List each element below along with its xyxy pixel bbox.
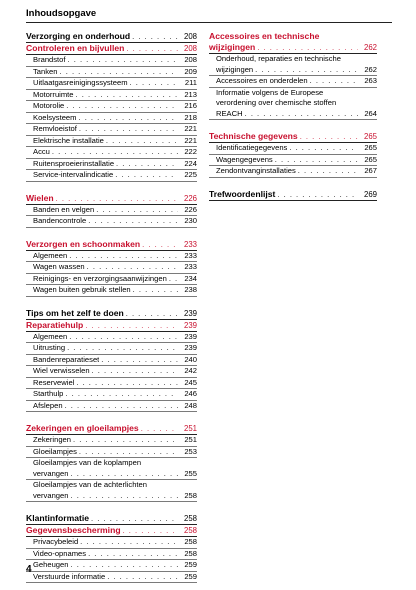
- heading-title: Trefwoordenlijst: [209, 188, 276, 199]
- toc-entry[interactable]: [209, 166, 377, 178]
- toc-heading[interactable]: [26, 239, 197, 251]
- entry-page: 213: [184, 89, 197, 99]
- toc-right-column: [209, 31, 377, 201]
- heading-title: Controleren en bijvullen: [26, 43, 125, 53]
- toc-entry[interactable]: [26, 401, 197, 413]
- toc-section: [26, 320, 197, 413]
- entry-label-cont: vervangen: [33, 468, 69, 478]
- heading-page: 239: [183, 320, 197, 330]
- toc-entry[interactable]: [26, 67, 197, 79]
- entry-page: 233: [184, 262, 197, 271]
- entry-page: 221: [184, 124, 197, 133]
- entry-page: 222: [184, 147, 197, 156]
- entry-page: 259: [184, 560, 197, 569]
- entry-label: Algemeen: [33, 331, 68, 341]
- entry-page: 242: [184, 366, 197, 375]
- entry-label-cont: verordening over chemische stoffen: [216, 98, 337, 107]
- heading-page: 258: [183, 526, 197, 535]
- toc-heading[interactable]: [26, 525, 197, 537]
- entry-page: 211: [184, 78, 197, 87]
- heading-page: 265: [363, 132, 377, 141]
- entry-label: Reservewiel: [33, 377, 75, 387]
- toc-section: [26, 43, 197, 182]
- entry-label-cont: wijzigingen: [216, 64, 254, 74]
- entry-label: Wagen buiten gebruik stellen: [33, 285, 131, 294]
- toc-section: [26, 239, 197, 297]
- entry-page: 240: [184, 354, 197, 364]
- entry-label: Wagengegevens: [216, 154, 273, 164]
- entry-page: 234: [184, 273, 197, 283]
- toc-entry[interactable]: [26, 549, 197, 561]
- entry-label: Gloeilampjes van de koplampen: [33, 458, 142, 467]
- toc-entry[interactable]: [26, 389, 197, 401]
- toc-entry[interactable]: [26, 378, 197, 390]
- entry-page: 253: [184, 446, 197, 456]
- entry-page: 259: [184, 571, 197, 581]
- toc-entry[interactable]: [26, 170, 197, 182]
- toc-entry[interactable]: [209, 143, 377, 155]
- entry-label: Gloeilampjes van de achterlichten: [33, 480, 147, 489]
- toc-heading[interactable]: [209, 31, 377, 54]
- entry-label: Ruitensproeierinstallatie: [33, 158, 115, 168]
- entry-label: Gloeilampjes: [33, 446, 77, 456]
- entry-label: Video-opnames: [33, 548, 87, 558]
- heading-page: 258: [183, 514, 197, 523]
- entry-page: 208: [184, 55, 197, 64]
- entry-label: Tanken: [33, 66, 58, 76]
- entry-label: Zendontvanginstallaties: [216, 166, 296, 175]
- heading-title: Klantinformatie: [26, 513, 90, 523]
- toc-entry[interactable]: [26, 55, 197, 67]
- heading-page: 269: [363, 189, 377, 199]
- toc-entry[interactable]: [26, 216, 197, 228]
- heading-title: Accessoires en technische: [209, 31, 320, 41]
- toc-heading[interactable]: [26, 308, 197, 320]
- entry-page: 239: [184, 343, 197, 352]
- entry-page: 209: [184, 66, 197, 76]
- toc-section: [26, 308, 197, 320]
- heading-title: Verzorging en onderhoud: [26, 31, 131, 41]
- toc-entry[interactable]: [26, 447, 197, 459]
- toc-heading[interactable]: [26, 320, 197, 332]
- entry-page: 221: [184, 135, 197, 145]
- entry-label: Koelsysteem: [33, 112, 77, 122]
- entry-page: 267: [364, 166, 377, 175]
- entry-page: 238: [184, 285, 197, 294]
- entry-label-cont: vervangen: [33, 490, 69, 500]
- toc-entry[interactable]: [209, 155, 377, 167]
- entry-page: 258: [184, 537, 197, 546]
- entry-label: Uitlaatgasreinigingssysteem: [33, 78, 128, 87]
- toc-entry[interactable]: [26, 113, 197, 125]
- entry-page: 226: [184, 204, 197, 214]
- entry-label: Banden en velgen: [33, 204, 95, 214]
- toc-entry[interactable]: [26, 262, 197, 274]
- heading-title-cont: wijzigingen: [209, 42, 256, 52]
- entry-label: Onderhoud, reparaties en technische: [216, 54, 341, 63]
- entry-page: 245: [184, 377, 197, 387]
- toc-entry[interactable]: [26, 124, 197, 136]
- toc-section: [26, 513, 197, 525]
- toc-heading[interactable]: [209, 189, 377, 201]
- entry-label: Brandstof: [33, 55, 66, 64]
- entry-label: Uitrusting: [33, 343, 66, 352]
- entry-label: Geheugen: [33, 560, 69, 569]
- toc-entry[interactable]: [26, 274, 197, 286]
- heading-page: 208: [183, 32, 197, 41]
- toc-section: [209, 189, 377, 201]
- entry-label: Bandencontrole: [33, 216, 87, 225]
- entry-page: 265: [364, 143, 377, 152]
- entry-page: 225: [184, 170, 197, 179]
- entry-label: Wiel verwisselen: [33, 366, 90, 375]
- toc-section: [209, 131, 377, 178]
- entry-page: 248: [184, 400, 197, 410]
- toc-section: [26, 423, 197, 502]
- heading-title: Zekeringen en gloeilampjes: [26, 423, 139, 433]
- heading-page: 251: [183, 424, 197, 433]
- entry-label: Afslepen: [33, 400, 63, 410]
- heading-page: 239: [183, 308, 197, 318]
- heading-title: Reparatiehulp: [26, 319, 84, 330]
- entry-label-cont: REACH: [216, 108, 243, 118]
- toc-heading[interactable]: [26, 193, 197, 205]
- toc-entry[interactable]: [209, 76, 377, 88]
- heading-page: 226: [183, 193, 197, 203]
- toc-entry[interactable]: [26, 572, 197, 584]
- entry-page: 251: [184, 435, 197, 444]
- entry-label: Service-intervalindicatie: [33, 170, 114, 179]
- heading-page: 208: [183, 44, 197, 53]
- entry-label: Motorruimte: [33, 89, 74, 99]
- heading-title: Gegevensbescherming: [26, 525, 121, 535]
- heading-title: Wielen: [26, 192, 54, 203]
- toc-entry[interactable]: [26, 480, 197, 502]
- toc-entry[interactable]: [26, 560, 197, 572]
- entry-page: 264: [364, 108, 377, 118]
- toc-section: [26, 31, 197, 43]
- entry-label: Wagen wassen: [33, 262, 85, 271]
- toc-heading[interactable]: [26, 423, 197, 435]
- heading-page: 262: [363, 43, 377, 52]
- entry-label: Accessoires en onderdelen: [216, 76, 308, 85]
- toc-entry[interactable]: [26, 366, 197, 378]
- toc-left-column: [26, 31, 197, 583]
- entry-label: Identificatiegegevens: [216, 143, 288, 152]
- toc-entry[interactable]: [26, 136, 197, 148]
- toc-heading[interactable]: [209, 131, 377, 143]
- toc-heading[interactable]: [26, 31, 197, 43]
- toc-entry[interactable]: [26, 458, 197, 480]
- entry-label: Zekeringen: [33, 435, 71, 444]
- toc-heading[interactable]: [26, 43, 197, 55]
- entry-page: 255: [184, 468, 197, 478]
- toc-entry[interactable]: [26, 101, 197, 113]
- entry-page: 262: [364, 64, 377, 74]
- entry-page: 263: [364, 76, 377, 85]
- toc-entry[interactable]: [26, 355, 197, 367]
- toc-entry[interactable]: [26, 147, 197, 159]
- entry-page: 258: [184, 548, 197, 558]
- entry-page: 216: [184, 101, 197, 110]
- heading-title: Verzorgen en schoonmaken: [26, 238, 141, 249]
- entry-page: 239: [184, 331, 197, 341]
- toc-entry[interactable]: [26, 205, 197, 217]
- entry-label: Accu: [33, 147, 50, 156]
- toc-entry[interactable]: [26, 78, 197, 90]
- heading-title: Technische gegevens: [209, 131, 298, 141]
- toc-heading[interactable]: [26, 513, 197, 525]
- entry-label: Verstuurde informatie: [33, 571, 106, 581]
- entry-page: 265: [364, 154, 377, 164]
- entry-page: 246: [184, 389, 197, 398]
- toc-entry[interactable]: [26, 285, 197, 297]
- toc-entry[interactable]: [26, 90, 197, 102]
- heading-title: Tips om het zelf te doen: [26, 307, 124, 318]
- entry-label: Informatie volgens de Europese: [216, 87, 324, 97]
- toc-entry[interactable]: [26, 537, 197, 549]
- toc-section: [26, 193, 197, 228]
- toc-entry[interactable]: [26, 159, 197, 171]
- entry-page: 224: [184, 158, 197, 168]
- entry-label: Motorolie: [33, 101, 65, 110]
- page-number: 4: [26, 564, 32, 575]
- toc-entry[interactable]: [26, 343, 197, 355]
- page-header: Inhoudsopgave: [26, 8, 392, 23]
- entry-page: 258: [184, 490, 197, 500]
- toc-entry[interactable]: [209, 54, 377, 76]
- entry-page: 230: [184, 216, 197, 225]
- toc-section: [209, 31, 377, 120]
- entry-page: 233: [184, 250, 197, 260]
- entry-label: Algemeen: [33, 250, 68, 260]
- entry-label: Reinigings- en verzorgingsaanwijzingen: [33, 273, 167, 283]
- entry-label: Starthulp: [33, 389, 64, 398]
- toc-entry[interactable]: [26, 435, 197, 447]
- toc-entry[interactable]: [209, 88, 377, 121]
- toc-entry[interactable]: [26, 251, 197, 263]
- entry-label: Remvloeistof: [33, 124, 77, 133]
- toc-section: [26, 525, 197, 583]
- toc-entry[interactable]: [26, 332, 197, 344]
- entry-label: Privacybeleid: [33, 537, 79, 546]
- entry-label: Bandenreparatieset: [33, 354, 100, 364]
- entry-page: 218: [184, 112, 197, 122]
- entry-label: Elektrische installatie: [33, 135, 104, 145]
- heading-page: 233: [183, 239, 197, 249]
